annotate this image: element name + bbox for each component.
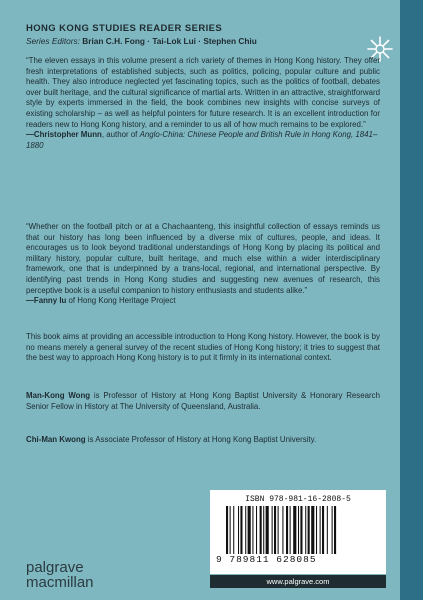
endorsement-quote-2 xyxy=(26,222,380,307)
quote-1-text: “The eleven essays in this volume present a rich variety of themes in Hong Kong history. They offer fresh interpretations of established subjects, such as politics, policing, popular culture and public health. They also introduce neglected yet fascinating topics, such as the politics of football, debates over built heritage, and the cultural significance of martial arts. Written in an attractive, straightforward style by experts immersed in the field, the book combines new insights with concise surveys of existing scholarship – as well as helpful pointers for future research. It is an excellent introduction for readers new to Hong Kong history, and a reminder to us all of how much remains to be explored.” xyxy=(26,56,380,129)
quote-1-book-title: Anglo-China: Chinese People and British Rule in Hong Kong, 1841–1880 xyxy=(26,130,378,150)
book-description: This book aims at providing an accessible introduction to Hong Kong history. However, the book is by no means merely a general survey of the recent studies of Hong Kong history; it tries to suggest that the best way to approach Hong Kong history is to put it firmly in its international context. xyxy=(26,332,380,363)
publisher-logo-line-2: macmillan xyxy=(26,574,94,591)
quote-1-author-suffix: , author of xyxy=(101,130,140,140)
barcode-icon xyxy=(226,506,376,554)
series-editors xyxy=(26,36,257,46)
author-1-name: Man-Kong Wong xyxy=(26,391,91,400)
editors-label: Series Editors: xyxy=(26,36,80,46)
quote-2-attribution xyxy=(26,296,380,307)
barcode-digits: 9 789811 628085 xyxy=(216,554,317,565)
quote-1-author: —Christopher Munn xyxy=(26,130,102,140)
isbn-text: ISBN 978-981-16-2808-5 xyxy=(245,495,351,504)
publisher-url[interactable]: www.palgrave.com xyxy=(210,575,386,588)
series-title: HONG KONG STUDIES READER SERIES xyxy=(26,23,223,34)
author-1-bio-text: is Professor of History at Hong Kong Baptist University & Honorary Research Senior Fellow in History at The University of Queensland, Australia. xyxy=(26,391,380,411)
publisher-logo-line-1: palgrave xyxy=(26,559,84,576)
author-2-name: Chi-Man Kwong xyxy=(26,435,86,444)
quote-2-text: “Whether on the football pitch or at a Chachaanteng, this insightful collection of essays reminds us that our history has long been influenced by a diverse mix of cultures, people, and ideas. It encourages us to look beyond traditional understandings of Hong Kong by placing its political and military history, popular culture, built heritage, and much else within a wider interdisciplinary framework, one that is underpinned by a trans-local, regional, and international perspective. By identifying past trends in Hong Kong studies and suggesting new avenues of research, this perceptive book is a useful companion to history enthusiasts and students alike.” xyxy=(26,222,380,295)
spine-band xyxy=(400,0,423,600)
author-bio-2 xyxy=(26,435,380,446)
author-2-bio-text: is Associate Professor of History at Hong Kong Baptist University. xyxy=(85,435,317,444)
quote-2-author-suffix: of Hong Kong Heritage Project xyxy=(66,296,176,306)
barcode-box xyxy=(210,490,386,574)
quote-1-attribution xyxy=(26,130,380,151)
author-bio-1 xyxy=(26,391,380,412)
quote-2-author: —Fanny Iu xyxy=(26,296,67,306)
editors-names: Brian C.H. Fong · Tai-Lok Lui · Stephen Chiu xyxy=(82,36,257,46)
publisher-logo xyxy=(26,560,94,590)
endorsement-quote-1 xyxy=(26,56,380,151)
